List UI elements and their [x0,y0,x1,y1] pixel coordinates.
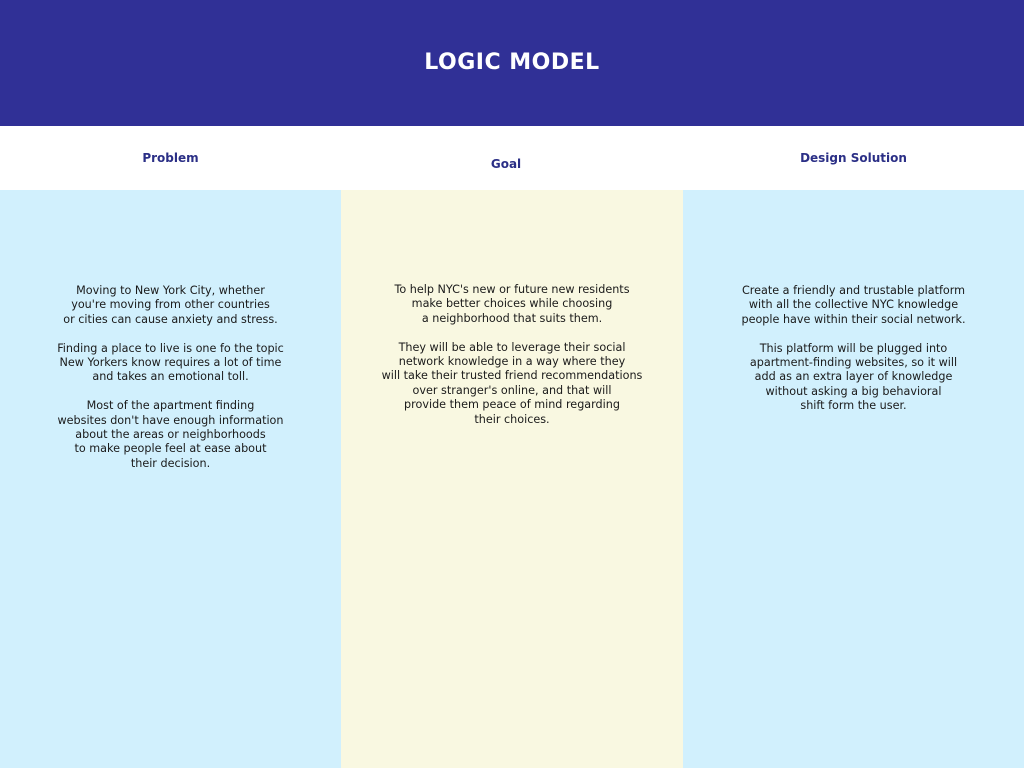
problem-paragraph: Moving to New York City, whether you're moving from other countries or cities can cause anxiety and stress. [63,284,278,326]
column-header-row [0,126,1024,190]
problem-heading: Problem [142,151,199,165]
goal-paragraph: They will be able to leverage their social network knowledge in a way where they will take their trusted friend recommendations over stranger's online, and that will provide them peace of mind regarding their choices. [381,340,643,426]
goal-paragraph: To help NYC's new or future new residents make better choices while choosing a neighborhood that suits them. [394,283,630,325]
design-solution-paragraph: This platform will be plugged into apartment-finding websites, so it will add as an extra layer of knowledge without asking a big behavioral shift form the user. [749,341,958,413]
design-solution-paragraph: Create a friendly and trustable platform with all the collective NYC knowledge people have within their social network. [741,284,966,326]
page-title: LOGIC MODEL [424,50,600,75]
title-banner [0,0,1024,126]
goal-column [341,190,683,768]
problem-paragraph: Finding a place to live is one fo the topic New Yorkers know requires a lot of time and takes an emotional toll. [57,341,284,384]
design-solution-column [683,190,1024,768]
problem-column [0,190,341,768]
problem-paragraph: Most of the apartment finding websites don't have enough information about the areas or neighborhoods to make people feel at ease about their decision. [57,399,284,470]
goal-heading: Goal [490,157,522,171]
design-solution-text [683,284,1024,428]
goal-text [341,283,683,441]
problem-text [0,284,341,486]
design-solution-heading: Design Solution [800,151,907,165]
